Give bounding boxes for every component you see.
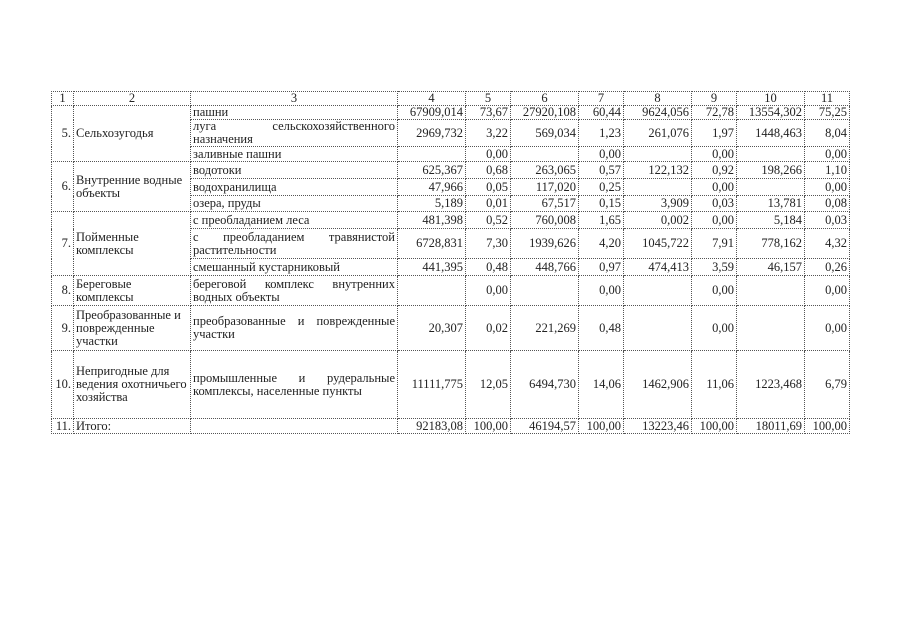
value-cell: 92183,08 <box>398 419 466 434</box>
row-index: 6. <box>52 162 74 212</box>
value-cell <box>737 276 805 306</box>
value-cell: 67,517 <box>511 196 579 212</box>
value-cell: 0,00 <box>805 276 850 306</box>
value-cell: 0,08 <box>805 196 850 212</box>
value-cell: 0,00 <box>805 147 850 162</box>
value-cell: 0,00 <box>692 212 737 229</box>
value-cell: 0,03 <box>805 212 850 229</box>
value-cell: 9624,056 <box>624 106 692 120</box>
header-cell: 2 <box>74 92 191 106</box>
header-cell: 3 <box>191 92 398 106</box>
subcategory-name: заливные пашни <box>191 147 398 162</box>
value-cell: 11111,775 <box>398 351 466 419</box>
value-cell: 75,25 <box>805 106 850 120</box>
value-cell: 0,52 <box>466 212 511 229</box>
category-name: Итого: <box>74 419 191 434</box>
header-row <box>52 92 850 106</box>
subcategory-name: луга сельскохозяйственного назначения <box>191 120 398 147</box>
subcategory-name: водотоки <box>191 162 398 179</box>
header-cell: 8 <box>624 92 692 106</box>
subcategory-name: промышленные и рудеральные комплексы, населенные пункты <box>191 351 398 419</box>
value-cell: 481,398 <box>398 212 466 229</box>
value-cell: 0,00 <box>579 276 624 306</box>
value-cell: 778,162 <box>737 229 805 259</box>
value-cell: 27920,108 <box>511 106 579 120</box>
value-cell <box>624 147 692 162</box>
value-cell: 760,008 <box>511 212 579 229</box>
value-cell: 122,132 <box>624 162 692 179</box>
value-cell: 14,06 <box>579 351 624 419</box>
value-cell: 0,05 <box>466 179 511 196</box>
subcategory-name: смешанный кустарниковый <box>191 259 398 276</box>
value-cell: 0,25 <box>579 179 624 196</box>
value-cell: 6,79 <box>805 351 850 419</box>
subcategory-name: пашни <box>191 106 398 120</box>
table-row <box>52 106 850 120</box>
value-cell: 1448,463 <box>737 120 805 147</box>
value-cell: 13554,302 <box>737 106 805 120</box>
value-cell: 0,15 <box>579 196 624 212</box>
value-cell: 5,184 <box>737 212 805 229</box>
header-cell: 9 <box>692 92 737 106</box>
table-row <box>52 351 850 419</box>
value-cell: 3,22 <box>466 120 511 147</box>
value-cell: 11,06 <box>692 351 737 419</box>
value-cell: 0,00 <box>692 276 737 306</box>
value-cell: 0,00 <box>692 179 737 196</box>
value-cell: 72,78 <box>692 106 737 120</box>
value-cell: 198,266 <box>737 162 805 179</box>
header-cell: 1 <box>52 92 74 106</box>
value-cell <box>624 179 692 196</box>
value-cell: 8,04 <box>805 120 850 147</box>
value-cell: 1,10 <box>805 162 850 179</box>
value-cell: 1462,906 <box>624 351 692 419</box>
value-cell: 0,02 <box>466 306 511 351</box>
table-body <box>52 92 850 434</box>
value-cell <box>398 276 466 306</box>
value-cell: 261,076 <box>624 120 692 147</box>
header-cell: 4 <box>398 92 466 106</box>
value-cell: 0,01 <box>466 196 511 212</box>
value-cell: 20,307 <box>398 306 466 351</box>
value-cell: 46194,57 <box>511 419 579 434</box>
value-cell: 1,23 <box>579 120 624 147</box>
value-cell: 12,05 <box>466 351 511 419</box>
header-cell: 10 <box>737 92 805 106</box>
value-cell: 0,48 <box>579 306 624 351</box>
subcategory-name: с преобладанием леса <box>191 212 398 229</box>
value-cell: 2969,732 <box>398 120 466 147</box>
value-cell: 625,367 <box>398 162 466 179</box>
value-cell <box>737 306 805 351</box>
value-cell: 0,002 <box>624 212 692 229</box>
land-table <box>51 91 850 434</box>
value-cell: 60,44 <box>579 106 624 120</box>
value-cell: 474,413 <box>624 259 692 276</box>
table-row <box>52 306 850 351</box>
row-index: 8. <box>52 276 74 306</box>
value-cell: 0,00 <box>805 179 850 196</box>
value-cell: 0,26 <box>805 259 850 276</box>
table-row <box>52 276 850 306</box>
category-name: Внутренние водные объекты <box>74 162 191 212</box>
row-index: 7. <box>52 212 74 276</box>
value-cell: 0,00 <box>579 147 624 162</box>
value-cell: 3,909 <box>624 196 692 212</box>
category-name: Сельхозугодья <box>74 106 191 162</box>
row-index: 11. <box>52 419 74 434</box>
value-cell: 221,269 <box>511 306 579 351</box>
value-cell <box>511 276 579 306</box>
table-row <box>52 212 850 229</box>
value-cell: 1045,722 <box>624 229 692 259</box>
value-cell: 67909,014 <box>398 106 466 120</box>
category-name: Непригодные для ведения охотничьего хозяйства <box>74 351 191 419</box>
subcategory-name: береговой комплекс внутренних водных объекты <box>191 276 398 306</box>
value-cell: 7,30 <box>466 229 511 259</box>
value-cell: 0,03 <box>692 196 737 212</box>
value-cell <box>398 147 466 162</box>
header-cell: 7 <box>579 92 624 106</box>
value-cell: 46,157 <box>737 259 805 276</box>
category-name: Пойменные комплексы <box>74 212 191 276</box>
value-cell: 5,189 <box>398 196 466 212</box>
value-cell: 100,00 <box>692 419 737 434</box>
value-cell: 1,97 <box>692 120 737 147</box>
subcategory-name: озера, пруды <box>191 196 398 212</box>
value-cell: 47,966 <box>398 179 466 196</box>
value-cell: 448,766 <box>511 259 579 276</box>
value-cell: 0,92 <box>692 162 737 179</box>
value-cell: 0,00 <box>692 306 737 351</box>
value-cell <box>737 147 805 162</box>
header-cell: 6 <box>511 92 579 106</box>
value-cell: 100,00 <box>466 419 511 434</box>
value-cell: 0,00 <box>805 306 850 351</box>
value-cell: 13,781 <box>737 196 805 212</box>
value-cell: 4,32 <box>805 229 850 259</box>
value-cell: 13223,46 <box>624 419 692 434</box>
value-cell: 1939,626 <box>511 229 579 259</box>
value-cell: 569,034 <box>511 120 579 147</box>
category-name: Береговые комплексы <box>74 276 191 306</box>
value-cell: 0,48 <box>466 259 511 276</box>
value-cell <box>511 147 579 162</box>
value-cell: 73,67 <box>466 106 511 120</box>
value-cell: 117,020 <box>511 179 579 196</box>
table-row <box>52 419 850 434</box>
table-row <box>52 162 850 179</box>
subcategory-name: водохранилища <box>191 179 398 196</box>
value-cell: 6728,831 <box>398 229 466 259</box>
value-cell: 0,68 <box>466 162 511 179</box>
value-cell: 6494,730 <box>511 351 579 419</box>
value-cell: 1,65 <box>579 212 624 229</box>
value-cell: 0,57 <box>579 162 624 179</box>
value-cell: 18011,69 <box>737 419 805 434</box>
value-cell: 0,00 <box>466 276 511 306</box>
row-index: 9. <box>52 306 74 351</box>
header-cell: 11 <box>805 92 850 106</box>
value-cell: 263,065 <box>511 162 579 179</box>
value-cell: 0,97 <box>579 259 624 276</box>
value-cell: 100,00 <box>579 419 624 434</box>
subcategory-name: преобразованные и поврежденные участки <box>191 306 398 351</box>
header-cell: 5 <box>466 92 511 106</box>
value-cell <box>624 306 692 351</box>
value-cell: 7,91 <box>692 229 737 259</box>
value-cell: 4,20 <box>579 229 624 259</box>
category-name: Преобразованные и поврежденные участки <box>74 306 191 351</box>
value-cell: 0,00 <box>466 147 511 162</box>
value-cell: 3,59 <box>692 259 737 276</box>
value-cell: 0,00 <box>692 147 737 162</box>
value-cell: 100,00 <box>805 419 850 434</box>
value-cell: 441,395 <box>398 259 466 276</box>
value-cell: 1223,468 <box>737 351 805 419</box>
subcategory-name <box>191 419 398 434</box>
value-cell <box>737 179 805 196</box>
row-index: 10. <box>52 351 74 419</box>
value-cell <box>624 276 692 306</box>
subcategory-name: с преобладанием травянистой растительности <box>191 229 398 259</box>
row-index: 5. <box>52 106 74 162</box>
